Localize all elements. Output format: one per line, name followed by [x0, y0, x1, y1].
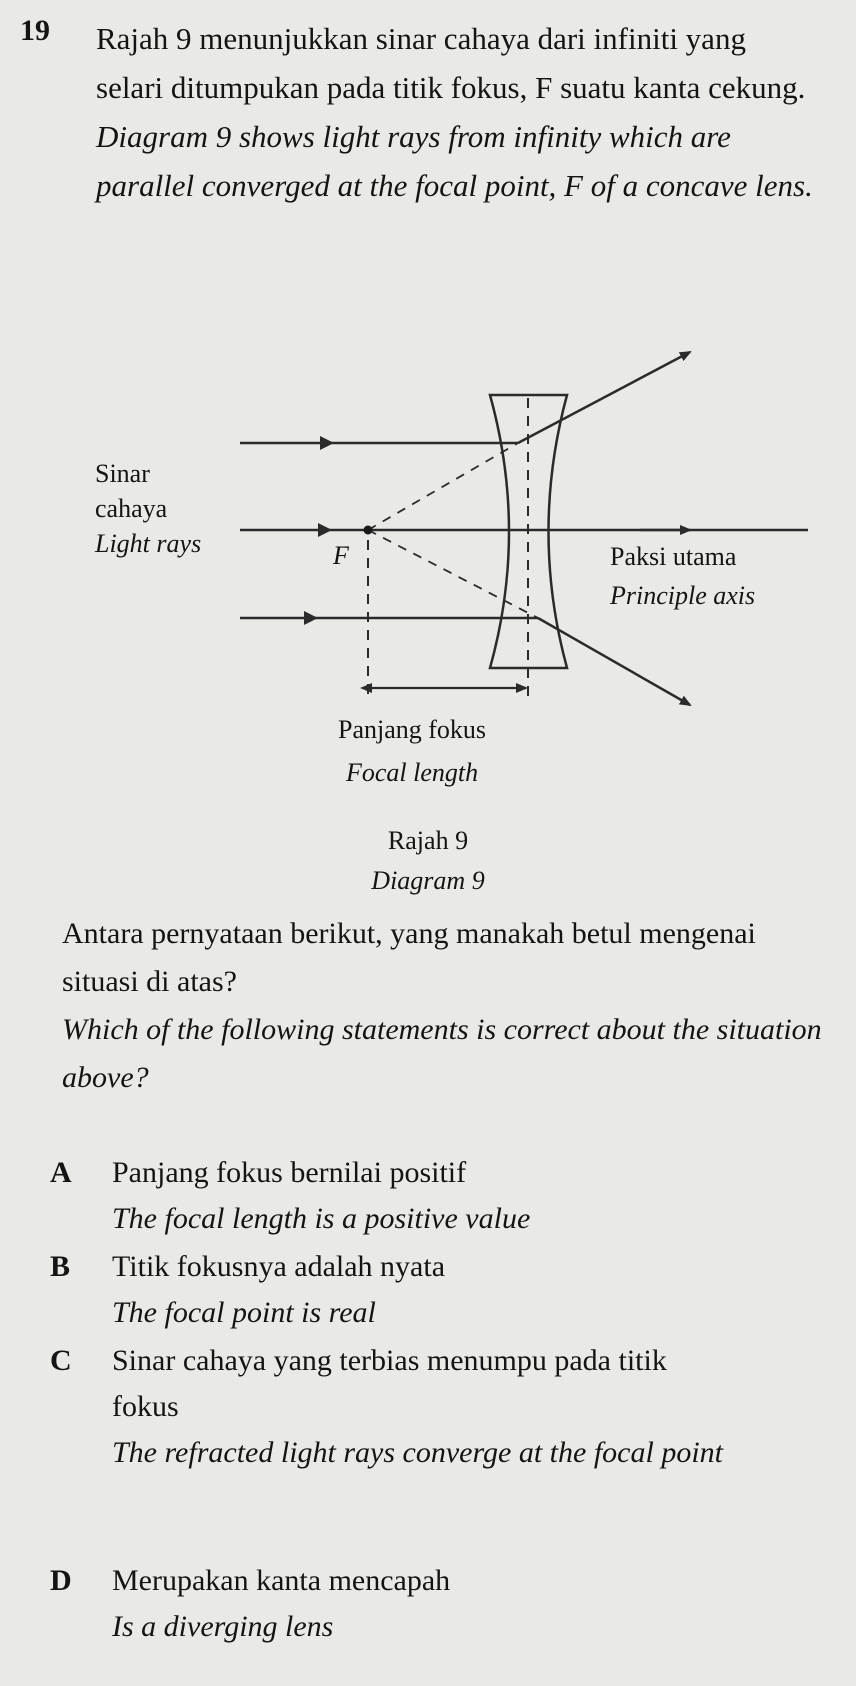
option-text-ms: Titik fokusnya adalah nyata	[112, 1250, 446, 1283]
ray-arrow	[320, 436, 334, 450]
option-text-en: Is a diverging lens	[112, 1610, 334, 1643]
light-rays-label	[95, 456, 201, 561]
diagram-caption-en: Diagram 9	[371, 866, 485, 895]
concave-lens-diagram	[0, 0, 856, 760]
option-letter: D	[50, 1564, 72, 1597]
focal-point-label: F	[333, 541, 349, 570]
question-prompt	[62, 910, 822, 1102]
light-rays-label-ms-1: Sinar	[95, 459, 150, 488]
option-c[interactable]	[50, 1338, 820, 1476]
focal-length-label-ms: Panjang fokus	[338, 715, 487, 744]
virtual-ray-top	[368, 443, 518, 530]
option-text-en: The refracted light rays converge at the focal point	[112, 1436, 723, 1469]
ray-arrow	[318, 523, 332, 537]
focal-length-label-en: Focal length	[345, 758, 479, 787]
option-text-ms: Merupakan kanta mencapah	[112, 1564, 451, 1597]
refracted-ray-bottom	[538, 618, 690, 705]
option-letter: B	[50, 1250, 71, 1283]
option-letter: A	[50, 1156, 72, 1189]
option-text-en: The focal length is a positive value	[112, 1202, 531, 1235]
principal-axis-label	[610, 539, 755, 613]
light-rays-label-en: Light rays	[95, 529, 202, 558]
question-prompt-en: Which of the following statements is correct about the situation above?	[62, 1013, 822, 1094]
question-prompt-ms: Antara pernyataan berikut, yang manakah betul mengenai situasi di atas?	[62, 917, 756, 998]
diagram-caption-ms: Rajah 9	[387, 826, 469, 855]
ray-arrow	[304, 611, 318, 625]
focal-point-dot	[364, 526, 373, 535]
question-text-english: Diagram 9 shows light rays from infinity which are parallel converged at the focal point, F of a concave lens.	[96, 119, 813, 203]
option-text-ms: Sinar cahaya yang terbias menumpu pada titik fokus	[112, 1344, 667, 1423]
principal-axis-label-ms: Paksi utama	[610, 542, 737, 571]
refracted-ray-top	[518, 352, 690, 443]
option-b[interactable]	[50, 1244, 820, 1336]
option-letter: C	[50, 1344, 72, 1377]
question-number: 19	[20, 14, 50, 47]
light-rays-label-ms-2: cahaya	[95, 494, 168, 523]
focal-length-label	[338, 712, 486, 790]
question-text-malay: Rajah 9 menunjukkan sinar cahaya dari infiniti yang selari ditumpukan pada titik fokus, F suatu kanta cekung.	[96, 21, 806, 105]
option-a[interactable]	[50, 1150, 820, 1242]
option-d[interactable]	[50, 1558, 820, 1650]
virtual-ray-bottom	[368, 530, 538, 618]
option-text-en: The focal point is real	[112, 1296, 376, 1329]
option-text-ms: Panjang fokus bernilai positif	[112, 1156, 467, 1189]
principal-axis-label-en: Principle axis	[610, 581, 756, 610]
